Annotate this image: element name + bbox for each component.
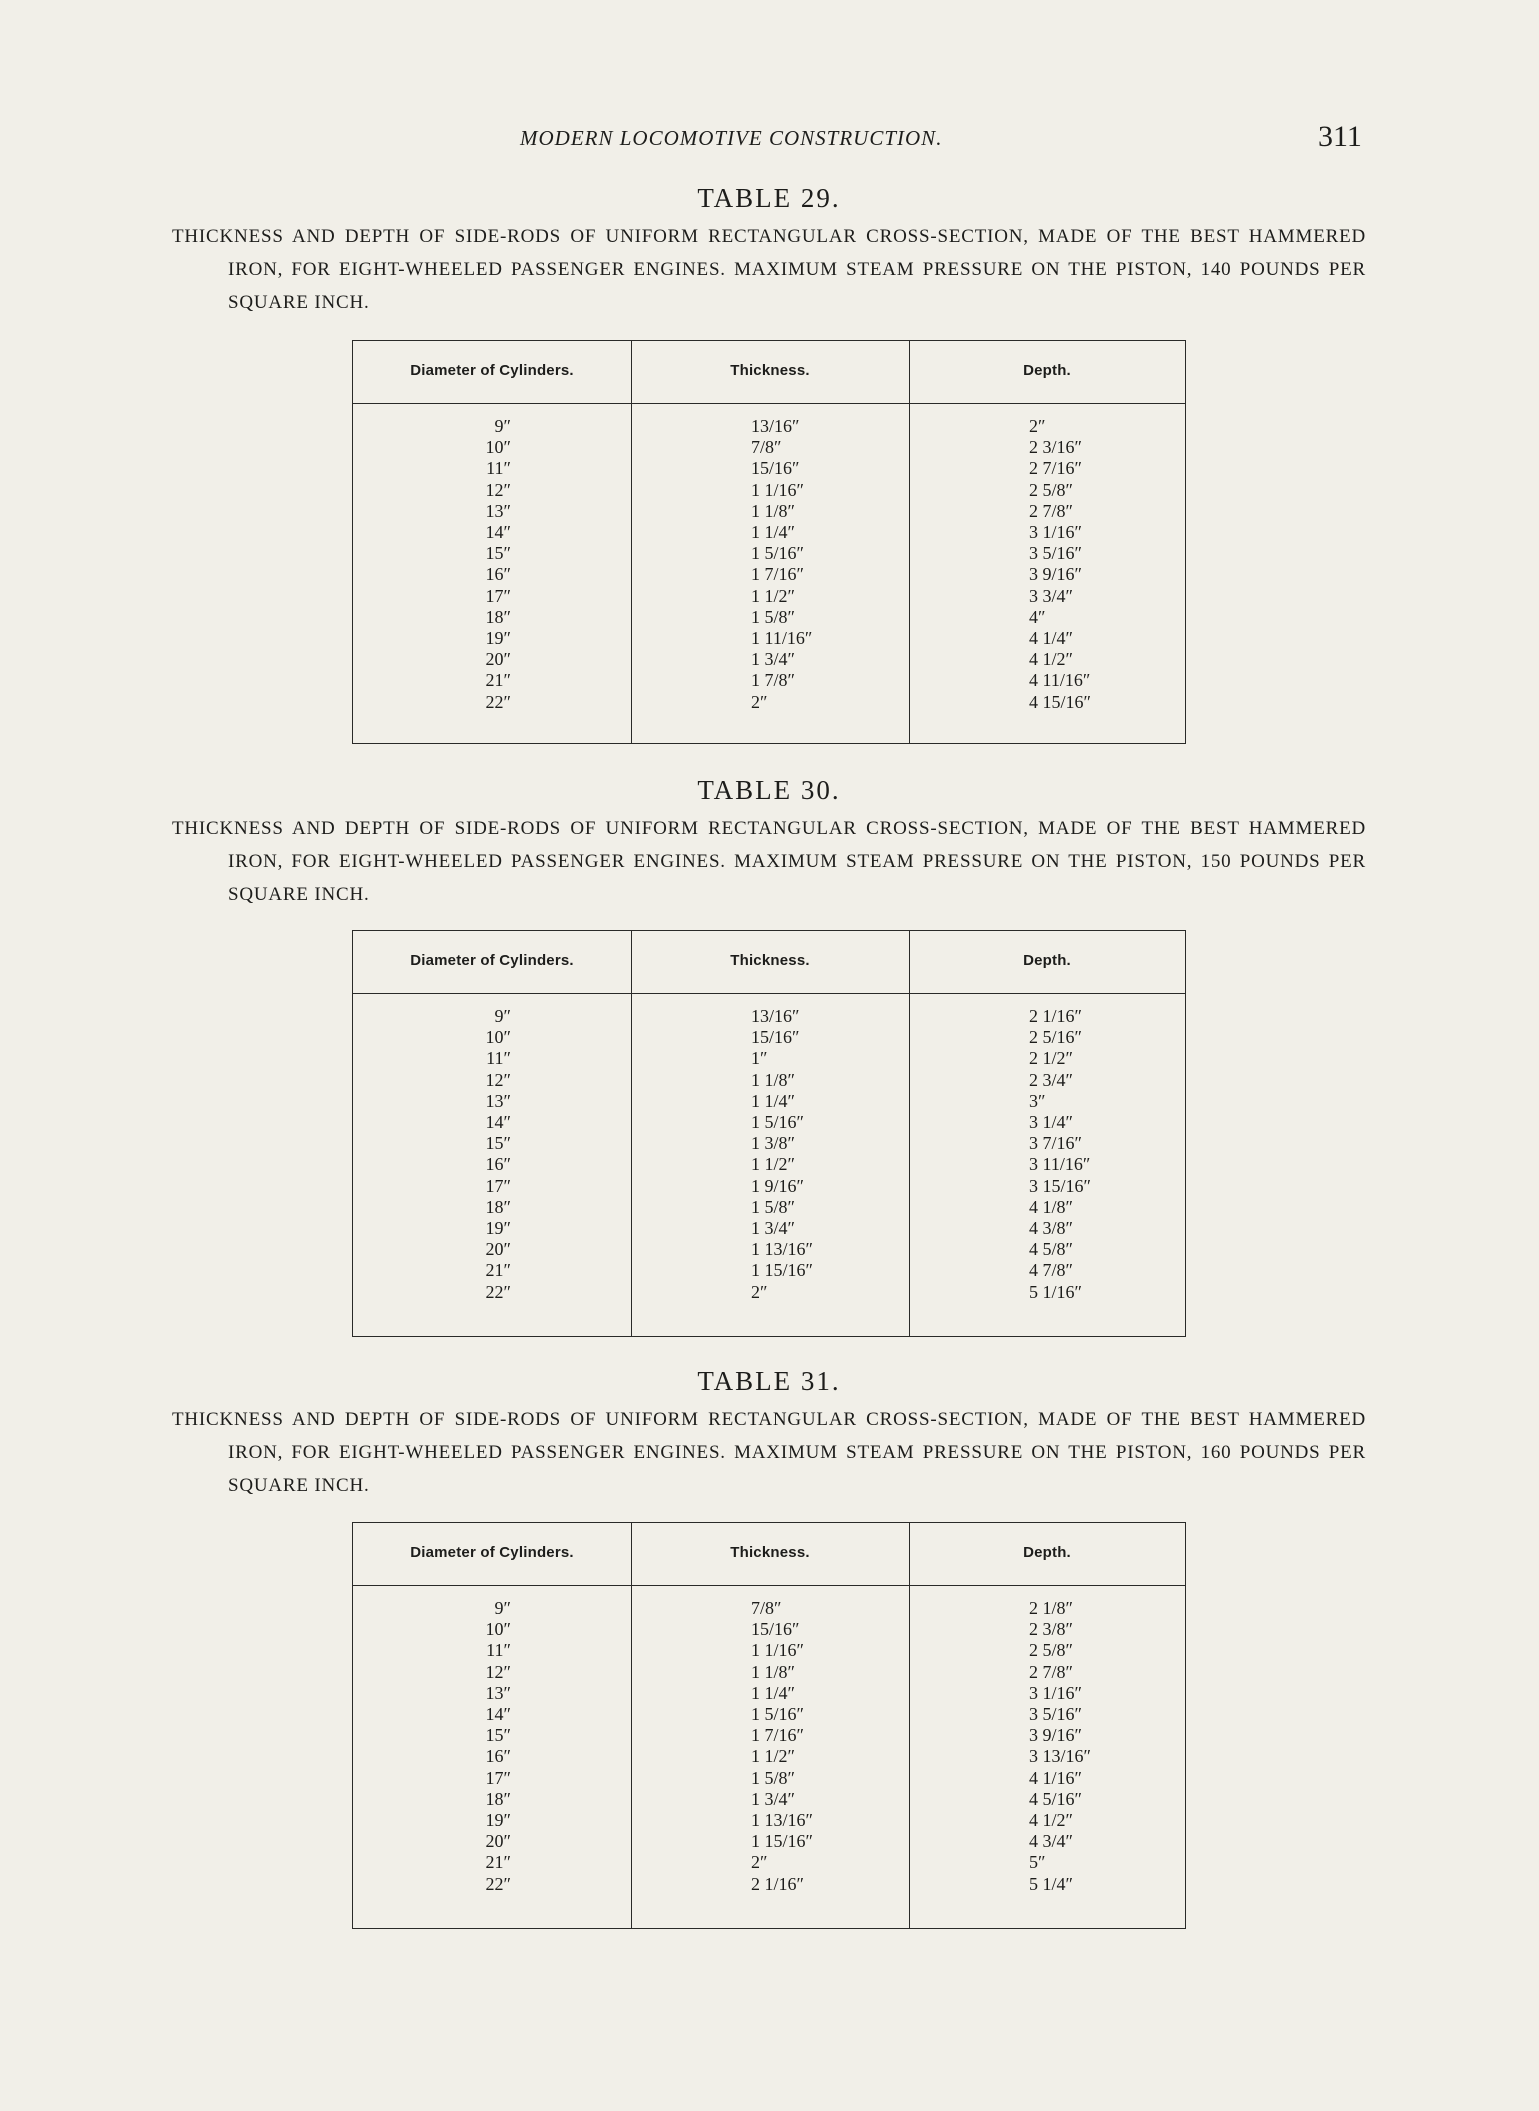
cell-depth: 2 1/8″ <box>1029 1598 1073 1618</box>
table-row <box>353 1197 1185 1218</box>
cell-thickness: 1 1/4″ <box>751 522 795 542</box>
cell-thickness: 13/16″ <box>751 1006 800 1026</box>
running-title: MODERN LOCOMOTIVE CONSTRUCTION. <box>520 126 943 150</box>
table-row <box>353 501 1185 522</box>
cell-thickness: 1 13/16″ <box>751 1239 813 1260</box>
cell-thickness: 7/8″ <box>751 437 782 458</box>
cell-depth: 4 1/16″ <box>1029 1767 1082 1788</box>
cell-thickness: 1 1/8″ <box>751 1069 795 1090</box>
table-row <box>353 1810 1185 1831</box>
cell-diameter: 14″ <box>485 1112 511 1132</box>
header-thickness: Thickness. <box>730 952 810 969</box>
cell-thickness: 7/8″ <box>751 1598 782 1618</box>
table-29-heading <box>172 180 1366 319</box>
table-row <box>353 1218 1185 1239</box>
cell-thickness: 1 13/16″ <box>751 1810 813 1830</box>
cell-diameter: 21″ <box>485 670 511 691</box>
cell-depth: 2 7/16″ <box>1029 458 1082 479</box>
cell-depth: 3 9/16″ <box>1029 1725 1082 1746</box>
header-depth: Depth. <box>1023 1544 1071 1561</box>
cell-depth: 3″ <box>1029 1090 1046 1111</box>
table-caption: THICKNESS AND DEPTH OF SIDE-RODS OF UNIFORM RECTANGULAR CROSS-SECTION, MADE OF THE BEST HAMMERED IRON, FOR EIGHT-WHEELED PASSENGER ENGINES. MAXIMUM STEAM PRESSURE ON THE PISTON, 160 POUNDS PER SQUARE INCH. <box>172 1409 1366 1496</box>
cell-depth: 2 5/8″ <box>1029 479 1073 500</box>
cell-diameter: 11″ <box>486 458 511 479</box>
page-number: 311 <box>1318 120 1362 153</box>
cell-depth: 2 5/16″ <box>1029 1027 1082 1048</box>
cell-depth: 2 7/8″ <box>1029 1661 1073 1682</box>
header-rule <box>353 1585 1185 1586</box>
cell-depth: 4 1/2″ <box>1029 1810 1073 1830</box>
cell-depth: 2 7/8″ <box>1029 500 1073 521</box>
header-diameter: Diameter of Cylinders. <box>410 362 574 379</box>
cell-depth: 2 1/2″ <box>1029 1048 1073 1069</box>
table-label: TABLE 30. <box>697 775 841 805</box>
cell-diameter: 22″ <box>485 1281 511 1302</box>
cell-depth: 3 3/4″ <box>1029 585 1073 606</box>
cell-thickness: 1 7/8″ <box>751 670 795 691</box>
cell-thickness: 1 5/16″ <box>751 1704 804 1724</box>
cell-diameter: 9″ <box>494 1598 511 1618</box>
table-30 <box>352 930 1186 1337</box>
table-31 <box>352 1522 1186 1929</box>
cell-depth: 3 7/16″ <box>1029 1133 1082 1154</box>
cell-thickness: 1 1/4″ <box>751 1682 795 1703</box>
cell-depth: 4 7/8″ <box>1029 1260 1073 1281</box>
cell-diameter: 12″ <box>485 1661 511 1682</box>
cell-diameter: 16″ <box>485 1154 511 1175</box>
table-31-heading <box>172 1363 1366 1502</box>
cell-diameter: 21″ <box>485 1852 511 1873</box>
table-row <box>353 649 1185 670</box>
cell-thickness: 1 1/8″ <box>751 500 795 521</box>
header-diameter: Diameter of Cylinders. <box>410 1544 574 1561</box>
cell-diameter: 20″ <box>485 649 511 670</box>
cell-thickness: 2″ <box>751 691 768 712</box>
cell-thickness: 1 1/16″ <box>751 479 804 500</box>
cell-diameter: 19″ <box>485 1218 511 1238</box>
cell-thickness: 1 3/4″ <box>751 649 795 670</box>
table-row <box>353 437 1185 458</box>
table-label: TABLE 29. <box>697 183 841 213</box>
table-row <box>353 543 1185 564</box>
cell-thickness: 15/16″ <box>751 1619 800 1640</box>
cell-diameter: 9″ <box>494 416 511 436</box>
running-head <box>0 118 1539 158</box>
cell-diameter: 18″ <box>485 606 511 627</box>
table-row <box>353 1176 1185 1197</box>
cell-diameter: 18″ <box>485 1788 511 1809</box>
cell-diameter: 19″ <box>485 628 511 648</box>
table-row <box>353 1006 1185 1027</box>
cell-diameter: 10″ <box>485 1027 511 1048</box>
header-thickness: Thickness. <box>730 362 810 379</box>
cell-depth: 3 1/16″ <box>1029 522 1082 542</box>
cell-diameter: 17″ <box>485 1175 511 1196</box>
table-row <box>353 522 1185 543</box>
cell-diameter: 14″ <box>485 1704 511 1724</box>
table-row <box>353 586 1185 607</box>
cell-thickness: 1 1/2″ <box>751 1154 795 1175</box>
cell-depth: 3 5/16″ <box>1029 1704 1082 1724</box>
cell-thickness: 1 7/16″ <box>751 1725 804 1746</box>
cell-depth: 4 3/4″ <box>1029 1831 1073 1852</box>
table-row <box>353 1154 1185 1175</box>
cell-thickness: 1 1/2″ <box>751 1746 795 1767</box>
table-row <box>353 1112 1185 1133</box>
cell-diameter: 21″ <box>485 1260 511 1281</box>
cell-thickness: 15/16″ <box>751 458 800 479</box>
cell-diameter: 13″ <box>485 1090 511 1111</box>
cell-depth: 3 1/4″ <box>1029 1112 1073 1132</box>
table-row <box>353 1048 1185 1069</box>
table-row <box>353 416 1185 437</box>
cell-depth: 5 1/16″ <box>1029 1281 1082 1302</box>
table-row <box>353 1725 1185 1746</box>
cell-depth: 5″ <box>1029 1852 1046 1873</box>
cell-diameter: 22″ <box>485 691 511 712</box>
cell-thickness: 1 5/8″ <box>751 606 795 627</box>
cell-diameter: 9″ <box>494 1006 511 1026</box>
cell-depth: 5 1/4″ <box>1029 1873 1073 1894</box>
cell-thickness: 1 9/16″ <box>751 1175 804 1196</box>
header-rule <box>353 403 1185 404</box>
cell-thickness: 1 1/2″ <box>751 585 795 606</box>
cell-diameter: 15″ <box>485 543 511 564</box>
cell-depth: 4″ <box>1029 606 1046 627</box>
table-row <box>353 1027 1185 1048</box>
cell-diameter: 16″ <box>485 564 511 585</box>
table-row <box>353 1768 1185 1789</box>
table-row <box>353 692 1185 713</box>
table-row <box>353 607 1185 628</box>
cell-depth: 4 15/16″ <box>1029 691 1091 712</box>
cell-diameter: 11″ <box>486 1640 511 1661</box>
table-row <box>353 1282 1185 1303</box>
cell-depth: 4 3/8″ <box>1029 1218 1073 1238</box>
cell-thickness: 1″ <box>751 1048 768 1069</box>
cell-diameter: 19″ <box>485 1810 511 1830</box>
cell-thickness: 1 3/4″ <box>751 1218 795 1238</box>
cell-depth: 3 1/16″ <box>1029 1682 1082 1703</box>
table-row <box>353 1831 1185 1852</box>
table-row <box>353 1091 1185 1112</box>
table-row <box>353 1789 1185 1810</box>
cell-diameter: 10″ <box>485 1619 511 1640</box>
table-label: TABLE 31. <box>697 1366 841 1396</box>
table-row <box>353 1746 1185 1767</box>
cell-thickness: 1 3/8″ <box>751 1133 795 1154</box>
cell-depth: 4 1/8″ <box>1029 1196 1073 1217</box>
cell-thickness: 13/16″ <box>751 416 800 436</box>
table-caption: THICKNESS AND DEPTH OF SIDE-RODS OF UNIFORM RECTANGULAR CROSS-SECTION, MADE OF THE BEST HAMMERED IRON, FOR EIGHT-WHEELED PASSENGER ENGINES. MAXIMUM STEAM PRESSURE ON THE PISTON, 140 POUNDS PER SQUARE INCH. <box>172 226 1366 313</box>
cell-diameter: 15″ <box>485 1725 511 1746</box>
header-depth: Depth. <box>1023 952 1071 969</box>
cell-diameter: 16″ <box>485 1746 511 1767</box>
cell-depth: 3 13/16″ <box>1029 1746 1091 1767</box>
cell-thickness: 1 1/4″ <box>751 1090 795 1111</box>
cell-diameter: 22″ <box>485 1873 511 1894</box>
table-row <box>353 1874 1185 1895</box>
cell-thickness: 1 5/8″ <box>751 1767 795 1788</box>
cell-thickness: 1 7/16″ <box>751 564 804 585</box>
cell-depth: 4 5/8″ <box>1029 1239 1073 1260</box>
cell-depth: 3 11/16″ <box>1029 1154 1091 1175</box>
cell-depth: 2 5/8″ <box>1029 1640 1073 1661</box>
cell-depth: 4 5/16″ <box>1029 1788 1082 1809</box>
cell-thickness: 15/16″ <box>751 1027 800 1048</box>
cell-diameter: 13″ <box>485 500 511 521</box>
table-30-heading <box>172 772 1366 911</box>
cell-thickness: 1 3/4″ <box>751 1788 795 1809</box>
cell-depth: 2 3/8″ <box>1029 1619 1073 1640</box>
table-row <box>353 628 1185 649</box>
cell-thickness: 2″ <box>751 1281 768 1302</box>
cell-depth: 2 3/16″ <box>1029 437 1082 458</box>
cell-thickness: 1 5/16″ <box>751 1112 804 1132</box>
cell-depth: 3 5/16″ <box>1029 543 1082 564</box>
cell-thickness: 1 1/16″ <box>751 1640 804 1661</box>
cell-thickness: 1 1/8″ <box>751 1661 795 1682</box>
cell-depth: 4 1/2″ <box>1029 649 1073 670</box>
cell-diameter: 18″ <box>485 1196 511 1217</box>
cell-diameter: 10″ <box>485 437 511 458</box>
table-row <box>353 1598 1185 1619</box>
table-row <box>353 1070 1185 1091</box>
cell-diameter: 15″ <box>485 1133 511 1154</box>
cell-thickness: 1 15/16″ <box>751 1831 813 1852</box>
header-thickness: Thickness. <box>730 1544 810 1561</box>
cell-thickness: 1 11/16″ <box>751 628 813 648</box>
table-row <box>353 1619 1185 1640</box>
cell-depth: 3 15/16″ <box>1029 1175 1091 1196</box>
table-row <box>353 1239 1185 1260</box>
cell-depth: 2 3/4″ <box>1029 1069 1073 1090</box>
table-row <box>353 1852 1185 1873</box>
cell-diameter: 17″ <box>485 585 511 606</box>
cell-thickness: 1 5/8″ <box>751 1196 795 1217</box>
table-row <box>353 458 1185 479</box>
header-rule <box>353 993 1185 994</box>
cell-diameter: 14″ <box>485 522 511 542</box>
table-row <box>353 1133 1185 1154</box>
cell-diameter: 20″ <box>485 1239 511 1260</box>
cell-depth: 3 9/16″ <box>1029 564 1082 585</box>
table-row <box>353 1704 1185 1725</box>
table-row <box>353 1640 1185 1661</box>
cell-thickness: 2 1/16″ <box>751 1873 804 1894</box>
table-row <box>353 480 1185 501</box>
cell-diameter: 13″ <box>485 1682 511 1703</box>
table-row <box>353 670 1185 691</box>
table-row <box>353 1683 1185 1704</box>
cell-diameter: 12″ <box>485 479 511 500</box>
cell-depth: 4 11/16″ <box>1029 670 1091 691</box>
cell-thickness: 1 5/16″ <box>751 543 804 564</box>
table-row <box>353 1260 1185 1281</box>
cell-diameter: 17″ <box>485 1767 511 1788</box>
table-29 <box>352 340 1186 744</box>
cell-depth: 2″ <box>1029 416 1046 436</box>
header-depth: Depth. <box>1023 362 1071 379</box>
cell-depth: 4 1/4″ <box>1029 628 1073 648</box>
cell-diameter: 11″ <box>486 1048 511 1069</box>
table-row <box>353 564 1185 585</box>
table-caption: THICKNESS AND DEPTH OF SIDE-RODS OF UNIFORM RECTANGULAR CROSS-SECTION, MADE OF THE BEST HAMMERED IRON, FOR EIGHT-WHEELED PASSENGER ENGINES. MAXIMUM STEAM PRESSURE ON THE PISTON, 150 POUNDS PER SQUARE INCH. <box>172 818 1366 905</box>
cell-diameter: 20″ <box>485 1831 511 1852</box>
cell-thickness: 2″ <box>751 1852 768 1873</box>
cell-thickness: 1 15/16″ <box>751 1260 813 1281</box>
table-row <box>353 1662 1185 1683</box>
cell-depth: 2 1/16″ <box>1029 1006 1082 1026</box>
cell-diameter: 12″ <box>485 1069 511 1090</box>
header-diameter: Diameter of Cylinders. <box>410 952 574 969</box>
